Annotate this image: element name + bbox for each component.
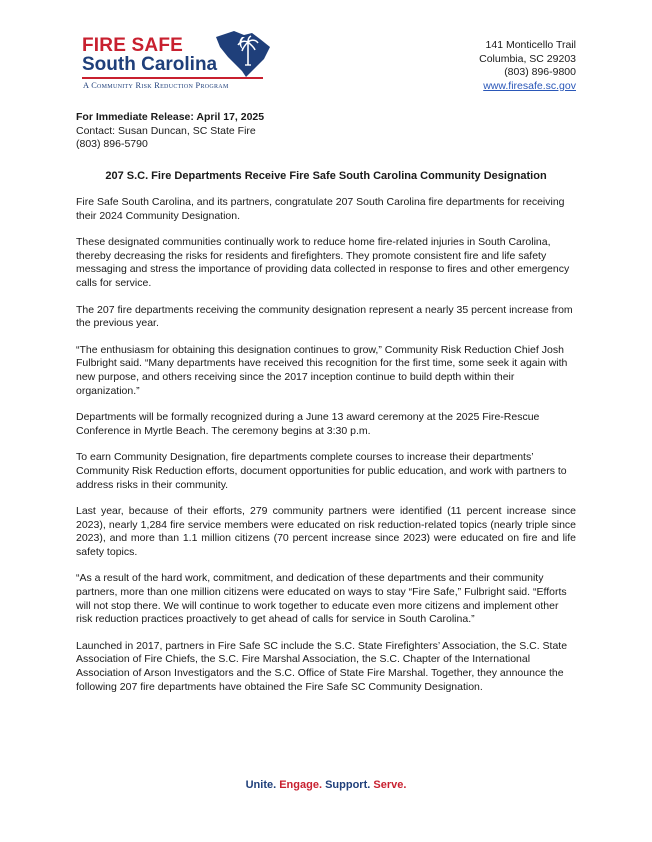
article-body xyxy=(76,196,576,707)
logo-fire-safe-text: FIRE SAFE xyxy=(82,35,184,56)
paragraph: The 207 fire departments receiving the community designation represent a nearly 35 percent increase from the previous year. xyxy=(76,303,573,330)
paragraph: Last year, because of their efforts, 279 community partners were identified (11 percent increase since 2023), nearly 1,284 fire service members were educated on risk reduction-related topics (nearly triple since 2023), and more than 1.1 million citizens (70 percent increase since 2023) were educated on fire and life safety topics. xyxy=(76,505,576,558)
slogan-support: Support. xyxy=(325,779,371,791)
headline: 207 S.C. Fire Departments Receive Fire Safe South Carolina Community Designation xyxy=(105,170,547,182)
website-link[interactable]: www.firesafe.sc.gov xyxy=(483,79,576,92)
paragraph: Departments will be formally recognized during a June 13 award ceremony at the 2025 Fire-Rescue Conference in Myrtle Beach. The ceremony begins at 3:30 p.m. xyxy=(76,411,540,437)
paragraph: To earn Community Designation, fire departments complete courses to increase their departments’ Community Risk Reduction efforts, document opportunities for public education, and work with partners to address risks in their community. xyxy=(76,451,567,491)
logo-tagline: A Community Risk Reduction Program xyxy=(83,81,229,90)
slogan-serve: Serve. xyxy=(373,779,407,791)
release-meta xyxy=(76,111,264,152)
paragraph: Launched in 2017, partners in Fire Safe SC include the S.C. State Firefighters’ Association, the S.C. State Association of Fire Chiefs, the S.C. Fire Marshal Association, the S.C. Chapter of the International Association of Arson Investigators and the S.C. Office of State Fire Marshal. Together, they announce the following 207 fire departments have obtained the Fire Safe SC Community Designation. xyxy=(76,639,568,693)
footer-slogan xyxy=(0,779,652,791)
fire-safe-sc-logo xyxy=(82,27,274,97)
paragraph: These designated communities continually work to reduce home fire-related injuries in South Carolina, thereby decreasing the risks for residents and firefighters. They promote consistent fire and life safety messaging and stress the importance of providing data collected in response to fires and other emergency calls for service. xyxy=(76,236,570,289)
slogan-unite: Unite. xyxy=(245,779,277,791)
contact-name: Contact: Susan Duncan, SC State Fire xyxy=(76,124,256,137)
address-block xyxy=(479,39,576,93)
slogan-engage: Engage. xyxy=(279,779,323,791)
address-street: 141 Monticello Trail xyxy=(485,39,576,51)
palmetto-state-icon xyxy=(212,27,274,79)
paragraph: Fire Safe South Carolina, and its partners, congratulate 207 South Carolina fire departments for receiving their 2024 Community Designation. xyxy=(76,196,565,222)
contact-phone: (803) 896-5790 xyxy=(76,138,148,151)
paragraph: “As a result of the hard work, commitment, and dedication of these departments and their community partners, more than one million citizens were educated on ways to stay “Fire Safe,” Fulbright said. “Efforts will not stop there. We will continue to work together to educate even more citizens and implement other risk reduction practices proactively to get ahead of calls for service in South Carolina.” xyxy=(76,572,567,626)
logo-south-carolina-text: South Carolina xyxy=(82,54,218,75)
address-city: Columbia, SC 29203 xyxy=(479,52,576,65)
address-phone: (803) 896-9800 xyxy=(504,66,576,78)
release-date: For Immediate Release: April 17, 2025 xyxy=(76,111,265,123)
paragraph: “The enthusiasm for obtaining this designation continues to grow,” Community Risk Reduction Chief Josh Fulbright said. “Many departments have received this recognition for the first time, some seek it again with new purpose, and others receiving since the 2017 inception continue to build depth within their organization.” xyxy=(76,343,568,397)
